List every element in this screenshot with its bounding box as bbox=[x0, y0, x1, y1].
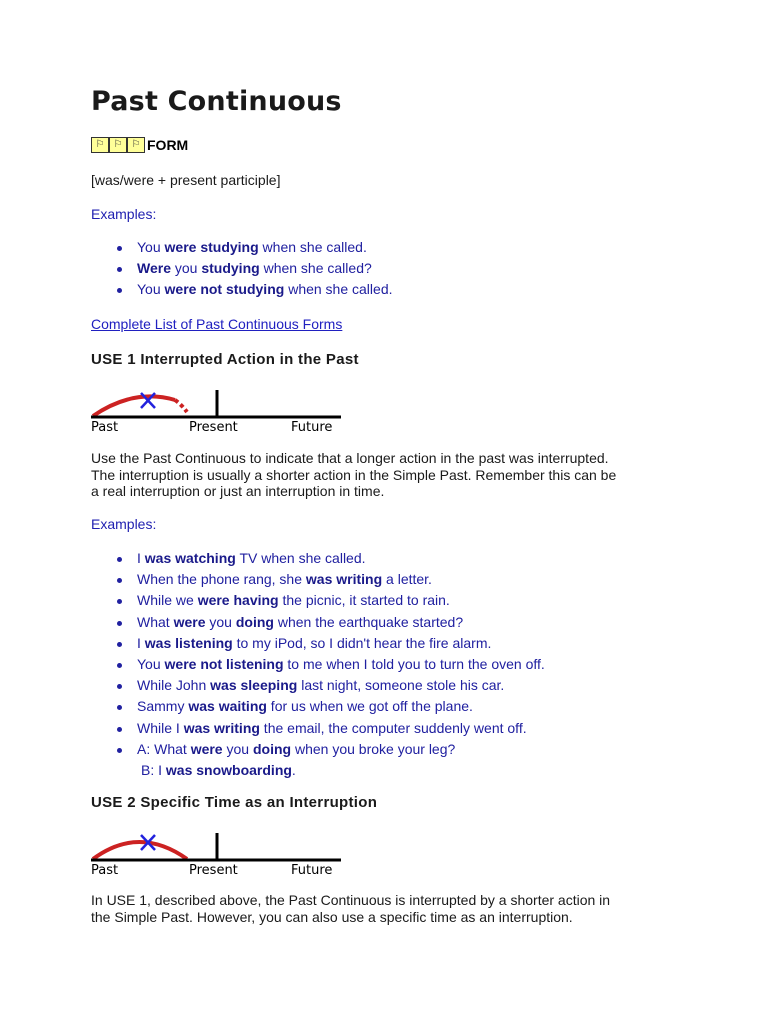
emphasized-verb: were bbox=[190, 740, 223, 757]
timeline-arc bbox=[93, 396, 175, 416]
emphasized-verb: was listening bbox=[144, 634, 233, 651]
use2-heading: USE 2 Specific Time as an Interruption bbox=[91, 794, 378, 811]
use1-heading: USE 1 Interrupted Action in the Past bbox=[91, 351, 359, 368]
list-item bbox=[117, 612, 545, 633]
timeline-future-label: Future bbox=[291, 420, 333, 435]
text-segment: What bbox=[137, 613, 174, 630]
text-segment: when she called. bbox=[258, 239, 367, 255]
emphasized-verb: were bbox=[173, 613, 206, 630]
form-heading bbox=[91, 137, 188, 153]
emphasized-verb: was sleeping bbox=[210, 677, 298, 694]
text-segment: when the earthquake started? bbox=[273, 613, 464, 630]
list-item bbox=[117, 279, 393, 300]
description-line: a real interruption or just an interruption in time. bbox=[91, 483, 385, 499]
list-item-dialog bbox=[117, 739, 545, 781]
timeline-past-label: Past bbox=[91, 863, 119, 878]
use1-timeline bbox=[89, 386, 349, 436]
text-segment: I bbox=[137, 550, 145, 566]
description-line: The interruption is usually a shorter action in the Simple Past. Remember this can be bbox=[91, 466, 617, 483]
list-item bbox=[117, 548, 545, 569]
text-segment: when she called? bbox=[259, 260, 372, 277]
text-segment: You bbox=[137, 239, 165, 255]
emphasized-verb: was waiting bbox=[188, 698, 267, 715]
emphasized-verb: Were bbox=[137, 260, 171, 277]
text-segment: the picnic, it started to rain. bbox=[278, 592, 450, 609]
forms-list-link[interactable]: Complete List of Past Continuous Forms bbox=[91, 316, 343, 332]
dialog-line-b bbox=[137, 760, 545, 781]
timeline-arc bbox=[93, 842, 187, 859]
list-item bbox=[117, 696, 545, 717]
emphasized-verb: was writing bbox=[305, 571, 383, 588]
text-segment: to my iPod, so I didn't hear the fire alarm. bbox=[232, 634, 492, 651]
text-segment: I bbox=[137, 634, 145, 651]
use1-examples-label: Examples: bbox=[91, 516, 157, 532]
emphasized-verb: were studying bbox=[164, 239, 259, 255]
text-segment: A: What bbox=[137, 740, 191, 757]
text-segment: TV when she called. bbox=[235, 550, 366, 566]
text-segment: a letter. bbox=[382, 571, 432, 588]
emphasized-verb: were having bbox=[197, 592, 279, 609]
use2-timeline bbox=[89, 829, 349, 879]
flag-icon: ⚐ bbox=[109, 137, 127, 153]
list-item bbox=[117, 237, 393, 258]
list-item bbox=[117, 654, 545, 675]
timeline-past-label: Past bbox=[91, 420, 119, 435]
list-item bbox=[117, 718, 545, 739]
text-segment: last night, someone stole his car. bbox=[297, 677, 505, 694]
use2-description bbox=[91, 892, 610, 925]
text-segment: While John bbox=[137, 677, 211, 694]
text-segment: when you broke your leg? bbox=[291, 740, 456, 757]
emphasized-verb: was watching bbox=[144, 550, 236, 566]
examples-label: Examples: bbox=[91, 206, 157, 222]
use1-examples-list bbox=[117, 548, 545, 781]
list-item bbox=[117, 675, 545, 696]
emphasized-verb: were not studying bbox=[164, 281, 285, 298]
emphasized-verb: were not listening bbox=[164, 656, 284, 673]
text-segment: the email, the computer suddenly went off. bbox=[259, 719, 527, 736]
form-examples-list bbox=[117, 237, 393, 301]
text-segment: when she called. bbox=[284, 281, 393, 298]
description-line: In USE 1, described above, the Past Continuous is interrupted by a shorter action in bbox=[91, 892, 611, 908]
description-line: the Simple Past. However, you can also use a specific time as an interruption. bbox=[91, 908, 573, 925]
use1-description bbox=[91, 450, 616, 500]
list-item bbox=[117, 258, 393, 279]
flag-icon: ⚐ bbox=[127, 137, 145, 153]
text-segment: When the phone rang, she bbox=[137, 571, 306, 588]
list-item bbox=[117, 569, 545, 590]
timeline-present-label: Present bbox=[189, 863, 238, 878]
text-segment: You bbox=[137, 656, 165, 673]
page-title: Past Continuous bbox=[91, 86, 342, 117]
emphasized-verb: doing bbox=[252, 740, 292, 757]
timeline-future-label: Future bbox=[291, 863, 333, 878]
emphasized-verb: doing bbox=[235, 613, 274, 630]
flag-icon: ⚐ bbox=[91, 137, 109, 153]
text-segment: to me when I told you to turn the oven off. bbox=[283, 656, 545, 673]
text-segment: you bbox=[222, 740, 253, 757]
form-label: FORM bbox=[147, 137, 189, 153]
dialog-line-a bbox=[137, 739, 545, 760]
timeline-present-label: Present bbox=[189, 420, 238, 435]
emphasized-verb: was writing bbox=[183, 719, 260, 736]
text-segment: . bbox=[291, 762, 296, 779]
emphasized-verb: was snowboarding bbox=[165, 762, 292, 779]
timeline-arc-dashed bbox=[175, 400, 187, 412]
text-segment: You bbox=[137, 281, 165, 298]
description-line: Use the Past Continuous to indicate that a longer action in the past was interrupted. bbox=[91, 450, 609, 466]
emphasized-verb: studying bbox=[201, 260, 260, 277]
list-item bbox=[117, 590, 545, 611]
text-segment: you bbox=[205, 613, 236, 630]
form-formula: [was/were + present participle] bbox=[91, 172, 281, 188]
text-segment: you bbox=[170, 260, 202, 277]
list-item bbox=[117, 633, 545, 654]
text-segment: for us when we got off the plane. bbox=[266, 698, 473, 715]
text-segment: Sammy bbox=[137, 698, 189, 715]
text-segment: While I bbox=[137, 719, 184, 736]
text-segment: While we bbox=[137, 592, 198, 609]
form-icons bbox=[91, 137, 145, 153]
text-segment: B: I bbox=[141, 762, 166, 779]
